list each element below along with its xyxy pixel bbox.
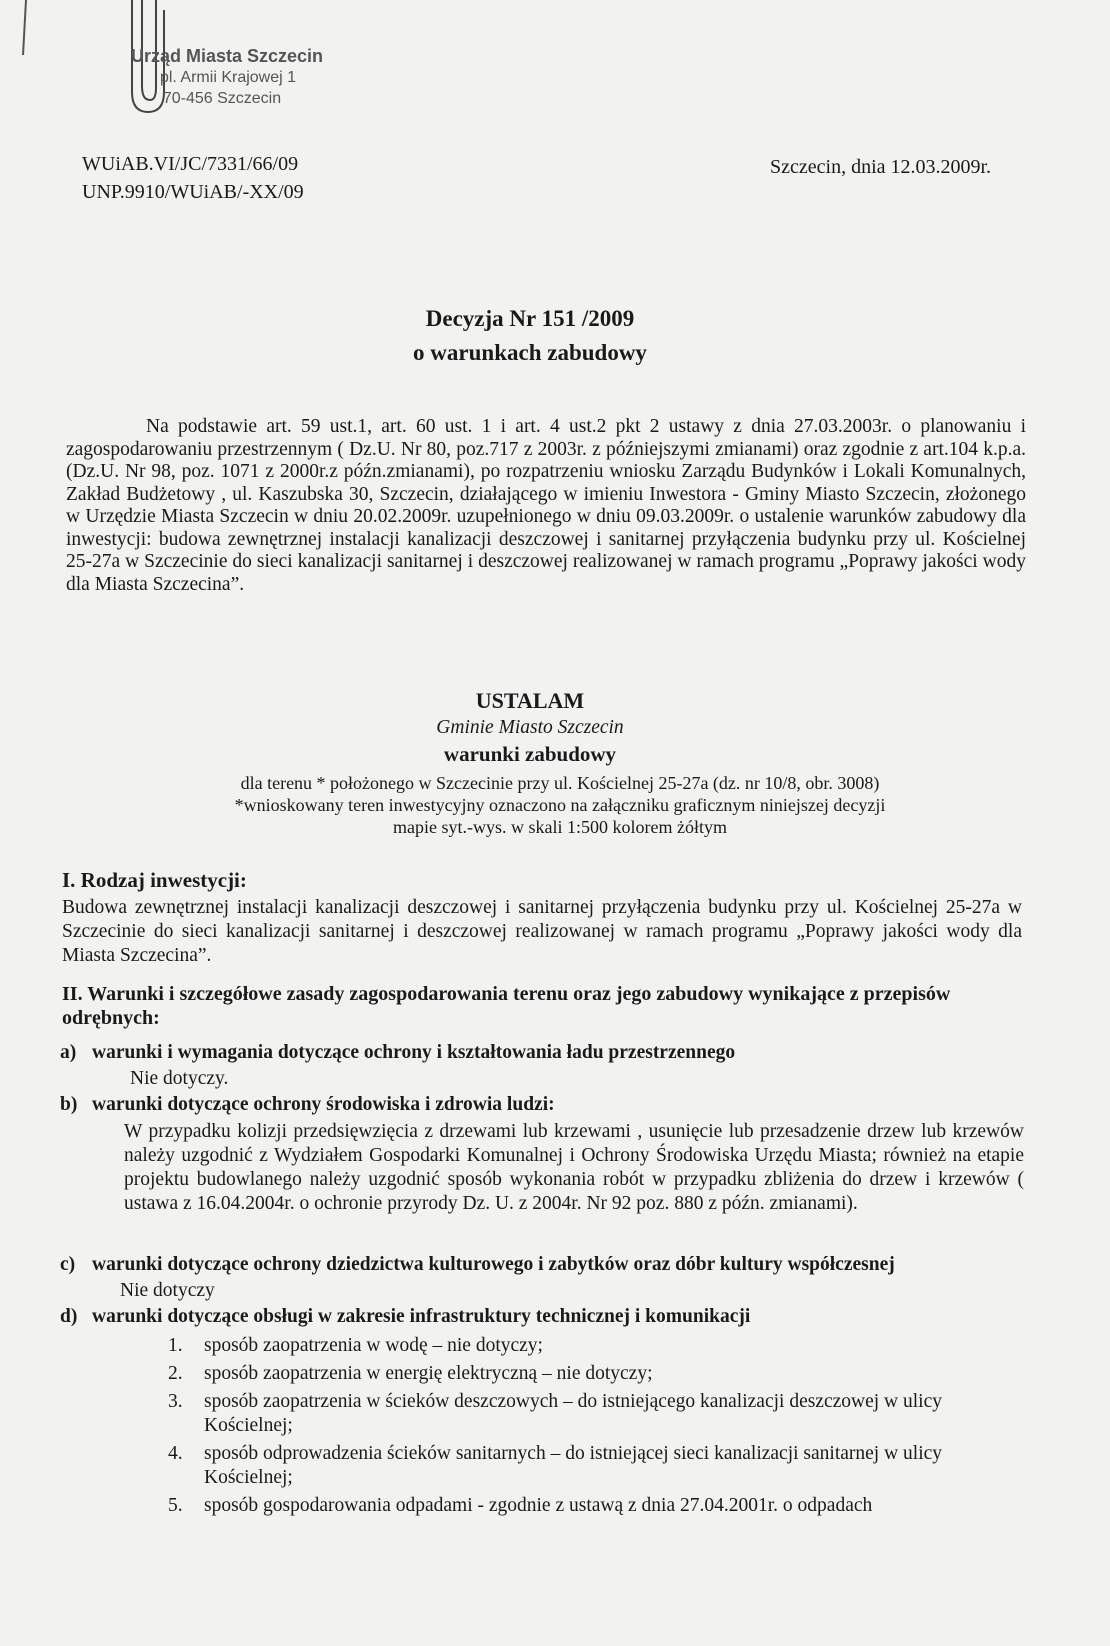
- reference-number-1: WUiAB.VI/JC/7331/66/09: [82, 153, 299, 175]
- decision-subtitle: o warunkach zabudowy: [413, 340, 647, 365]
- ustalam-heading: USTALAM: [475, 688, 585, 713]
- area-line-3: mapie syt.-wys. w skali 1:500 kolorem żółtym: [393, 817, 727, 837]
- area-line-1: dla terenu * położonego w Szczecinie przy ul. Kościelnej 25-27a (dz. nr 10/8, obr. 3008): [240, 773, 880, 793]
- stamp-line-office: Urząd Miasta Szczecin: [130, 46, 324, 66]
- list-item-text: sposób zaopatrzenia w ścieków deszczowych – do istniejącego kanalizacji deszczowej w ulicy Kościelnej;: [204, 1391, 943, 1436]
- intro-paragraph: [66, 416, 1026, 596]
- section-1-heading: I. Rodzaj inwestycji:: [62, 868, 247, 892]
- subsection-b-text: W przypadku kolizji przedsięwzięcia z drzewami lub krzewami , usunięcie lub przesadzenie drzew lub krzewów należy uzgodnić z Wydziałem Gospodarki Komunalnej i Ochrony Środowiska Urzędu Miasta; również na etapie projektu budowlanego należy uzgodnić sposób wykonania robót w przypadku zbliżenia do drzew i krzewów ( ustawa z 16.04.2004r. o ochronie przyrody Dz. U. z 2004r. Nr 92 poz. 880 z późn. zmianami).: [124, 1121, 1024, 1214]
- office-stamp: [104, 46, 344, 109]
- subsection-b-heading: [60, 1094, 555, 1116]
- subsection-d-letter: d): [60, 1306, 78, 1327]
- list-item-number: 1.: [168, 1335, 183, 1356]
- list-item-number: 5.: [168, 1495, 183, 1516]
- subsection-b-title: warunki dotyczące ochrony środowiska i zdrowia ludzi:: [92, 1094, 555, 1115]
- intro-text: Na podstawie art. 59 ust.1, art. 60 ust. 1 i art. 4 ust.2 pkt 2 ustawy z dnia 27.03.2003r. o planowaniu i zagospodarowaniu przestrzennym ( Dz.U. Nr 80, poz.717 z 2003r. z późniejszymi zmianami) oraz zgodnie z art.104 k.p.a. (Dz.U. Nr 98, poz. 1071 z 2000r.z późn.zmianami), po rozpatrzeniu wniosku Zarządu Budynków i Lokali Komunalnych, Zakład Budżetowy , ul. Kaszubska 30, Szczecin, działającego w imieniu Inwestora - Gminy Miasto Szczecin, złożonego w Urzędzie Miasta Szczecin w dniu 20.02.2009r. uzupełnionego w dniu 09.03.2009r. o ustalenie warunków zabudowy dla inwestycji: budowa zewnętrznej instalacji kanalizacji deszczowej i sanitarnej przyłączenia budynku przy ul. Kościelnej 25-27a w Szczecinie do sieci kanalizacji sanitarnej i deszczowej realizowanej w ramach programu „Poprawy jakości wody dla Miasta Szczecina”.: [66, 416, 1026, 595]
- list-item-number: 4.: [168, 1443, 183, 1464]
- decision-title: Decyzja Nr 151 /2009: [425, 306, 635, 331]
- stamp-line-street: pl. Armii Krajowej 1: [159, 69, 297, 86]
- subsection-d-heading: [60, 1306, 750, 1328]
- subsection-b-letter: b): [60, 1094, 78, 1115]
- list-item-number: 2.: [168, 1363, 183, 1384]
- subsection-c-heading: [60, 1254, 895, 1276]
- subsection-a-heading: [60, 1042, 735, 1064]
- list-item-text: sposób odprowadzenia ścieków sanitarnych – do istniejącej sieci kanalizacji sanitarnej w ulicy Kościelnej;: [204, 1443, 943, 1488]
- section-2-heading: II. Warunki i szczegółowe zasady zagospodarowania terenu oraz jego zabudowy wynikające z przepisów odrębnych:: [62, 983, 951, 1029]
- subsection-a-letter: a): [60, 1042, 77, 1063]
- area-line-2: *wnioskowany teren inwestycyjny oznaczono na załączniku graficznym niniejszej decyzji: [234, 795, 886, 815]
- subsection-d-title: warunki dotyczące obsługi w zakresie infrastruktury technicznej i komunikacji: [92, 1306, 751, 1327]
- list-item: [168, 1390, 998, 1438]
- list-item-text: sposób gospodarowania odpadami - zgodnie z ustawą z dnia 27.04.2001r. o odpadach: [204, 1495, 873, 1516]
- list-item-text: sposób zaopatrzenia w wodę – nie dotyczy;: [204, 1335, 543, 1356]
- stamp-line-city: 70-456 Szczecin: [162, 90, 282, 107]
- list-item: [168, 1442, 998, 1490]
- section-1-text: Budowa zewnętrznej instalacji kanalizacji deszczowej i sanitarnej przyłączenia budynku przy ul. Kościelnej 25-27a w Szczecinie do sieci kanalizacji sanitarnej i deszczowej realizowanej w ramach programu „Poprawy jakości wody dla Miasta Szczecina”.: [62, 897, 1022, 966]
- list-item: [168, 1334, 998, 1358]
- document-date: Szczecin, dnia 12.03.2009r.: [770, 156, 992, 178]
- subsection-c-text: Nie dotyczy: [120, 1280, 215, 1301]
- list-item-text: sposób zaopatrzenia w energię elektryczną – nie dotyczy;: [204, 1363, 653, 1384]
- list-item: [168, 1362, 998, 1386]
- subsection-c-title: warunki dotyczące ochrony dziedzictwa kulturowego i zabytków oraz dóbr kultury współczesnej: [92, 1254, 895, 1275]
- reference-number-2: UNP.9910/WUiAB/-XX/09: [82, 181, 304, 203]
- subsection-a-text: Nie dotyczy.: [130, 1068, 229, 1089]
- list-item: [168, 1494, 998, 1518]
- conditions-heading: warunki zabudowy: [443, 742, 617, 766]
- margin-mark-icon: [14, 0, 34, 60]
- area-description: [150, 772, 970, 838]
- reference-numbers: [82, 150, 304, 206]
- subsection-c-letter: c): [60, 1254, 76, 1275]
- subsection-a-title: warunki i wymagania dotyczące ochrony i kształtowania ładu przestrzennego: [92, 1042, 736, 1063]
- recipient-line: Gminie Miasto Szczecin: [436, 717, 624, 738]
- list-item-number: 3.: [168, 1391, 183, 1412]
- infrastructure-list: [168, 1334, 998, 1522]
